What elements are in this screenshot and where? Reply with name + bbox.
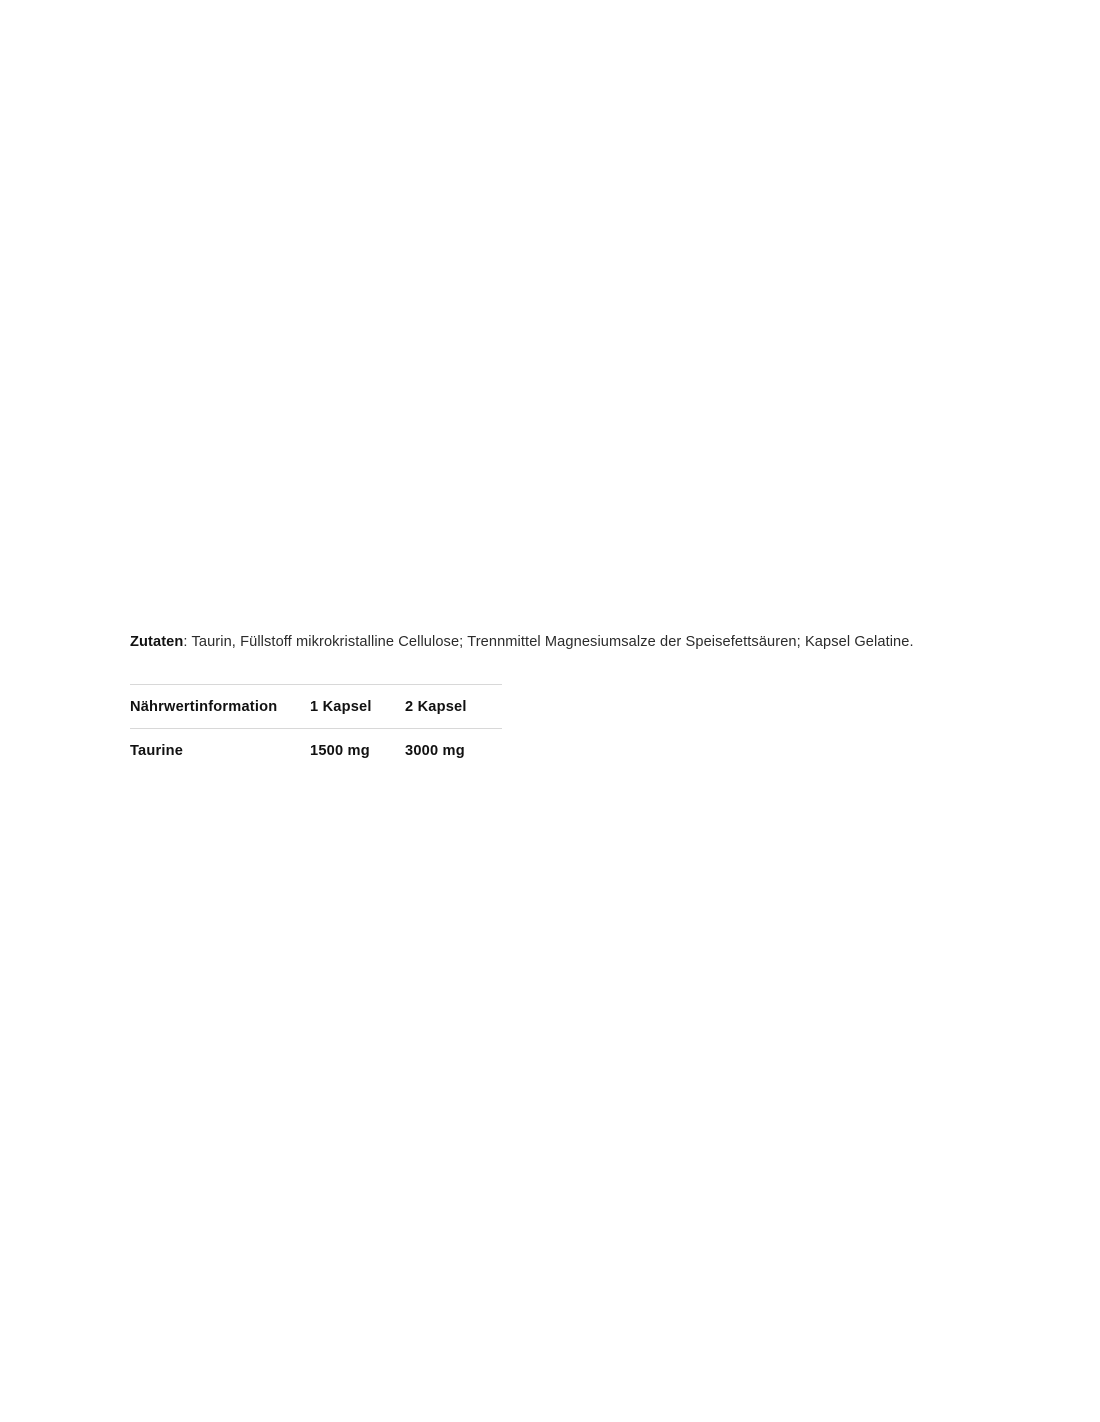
ingredients-separator: : [183, 634, 192, 650]
ingredients-paragraph [130, 632, 975, 653]
column-header-one-capsule: 1 Kapsel [310, 685, 405, 729]
nutrition-information-table [130, 684, 502, 774]
ingredients-text: Taurin, Füllstoff mikrokristalline Cellulose; Trennmittel Magnesiumsalze der Speisefettsäuren; Kapsel Gelatine. [191, 634, 914, 650]
product-info-block [130, 632, 975, 774]
cell-amount-one-capsule: 1500 mg [310, 729, 405, 774]
cell-nutrient-name: Taurine [130, 729, 310, 774]
ingredients-label: Zutaten [130, 634, 184, 650]
cell-amount-two-capsules: 3000 mg [405, 729, 502, 774]
column-header-two-capsules: 2 Kapsel [405, 685, 502, 729]
table-header-row [130, 685, 502, 729]
column-header-nutrient: Nährwertinformation [130, 685, 310, 729]
table-row [130, 729, 502, 774]
